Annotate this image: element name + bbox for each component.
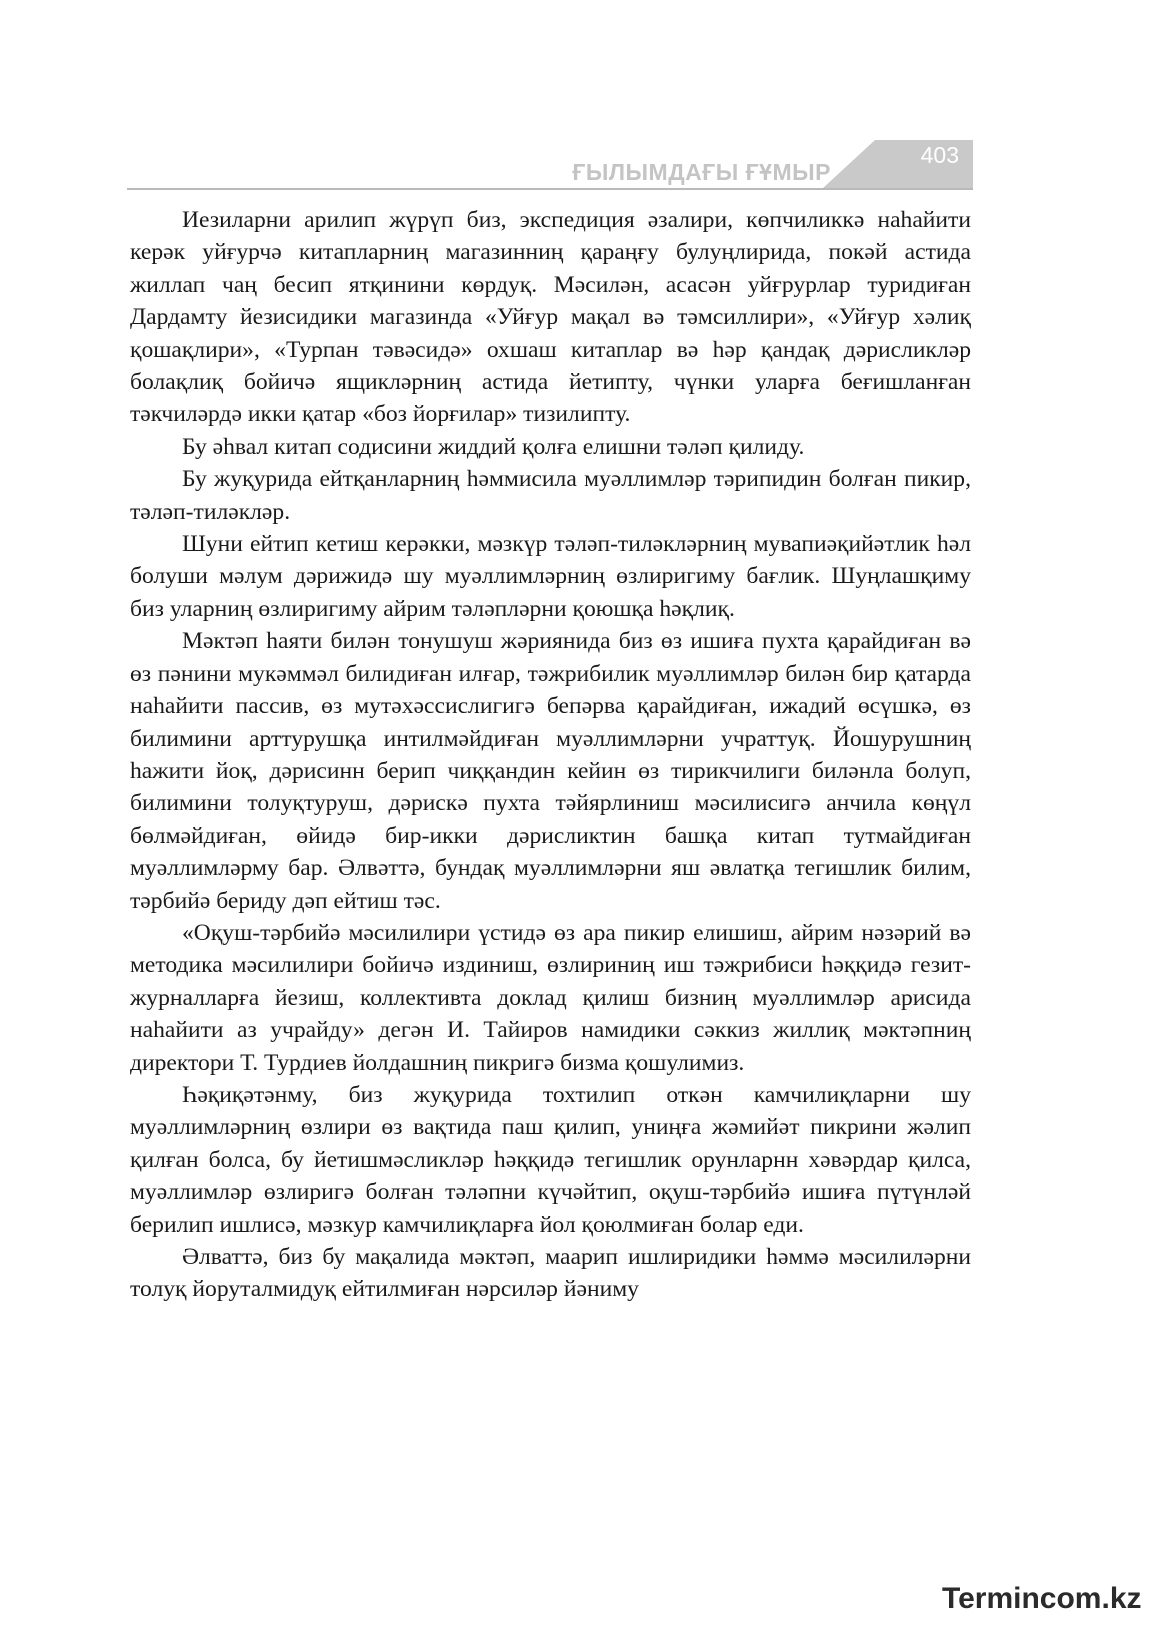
watermark-logo: Termincom.kz xyxy=(942,1582,1142,1615)
paragraph: Мәктәп һаяти билән тонушуш жәриянида биз өз ишиға пухта қарайдиған вә өз пәнини мукәммәл билидиған илғар, тәжрибилик муәллимләр билән бир қатарда наһайити пассив, өз мутәхәссислигигә бепәрва қарайдиған, ижадий өсүшкә, өз билимини арттурушқа интилмәйдиған муәллимләрни учраттуқ. Йошурушниң һажити йоқ, дәрисинн берип чиққандин кейин өз тирикчилиги биләнла болуп, билимини толуқтуруш, дәрискә пухта тәйярлиниш мәсилисигә анчила көңүл бөлмәйдиған, өйидә бир-икки дәрисликтин башқа китап тутмайдиған муәллимләрму бар. Әлвәттә, бундақ муәллимләрни яш әвлатқа тегишлик билим, тәрбийә бериду дәп ейтиш тәс. xyxy=(130,628,971,914)
header-rule xyxy=(127,188,973,190)
paragraph: Бу жуқурида ейтқанларниң һәммисила муәллимләр тәрипидин болған пикир, тәләп-тиләкләр. xyxy=(130,466,971,525)
paragraph: Шуни ейтип кетиш керәкки, мәзкүр тәләп-тиләкләрниң мувапиәқийәтлик һәл болуши мәлум дәрижидә шу муәллимләрниң өзлиригиму бағлик. Шуңлашқиму биз уларниң өзлиригиму айрим тәләпләрни қоюшқа һәқлиқ. xyxy=(130,531,971,622)
paragraph: Иезиларни арилип жүрүп биз, экспедиция әзалири, көпчиликкә наһайити керәк уйғурчә китапларниң магазинниң қараңғу булуңлирида, покәй астида жиллап чаң бесип ятқинини көрдуқ. Мәсилән, асасән уйғрурлар туридиған Дардамту йезисидики магазинда «Уйғур мақал вә тәмсиллири», «Уйғур хәлиқ қошақлири», «Турпан тәвәсидә» охшаш китаплар вә һәр қандақ дәрисликләр болақлиқ бойичә ящикләрниң астида йетипту, чүнки уларға беғишланған тәкчиләрдә икки қатар «боз йорғилар» тизилипту. xyxy=(130,207,971,428)
running-title: ҒЫЛЫМДАҒЫ ҒҰМЫР xyxy=(572,159,831,185)
article-body xyxy=(130,204,971,1306)
paragraph: Һәқиқәтәнму, биз жуқурида тохтилип откән камчилиқларни шу муәллимләрниң өзлири өз вақтида паш қилип, униңға жәмийәт пикрини жәлип қилған болса, бу йетишмәсликләр һәққидә тегишлик орунларнн хәвәрдар қилса, муәллимләр өзлиригә болған тәләпни күчәйтип, оқуш-тәрбийә ишиға пүтүнләй берилип ишлисә, мәзкур камчилиқларға йол қоюлмиған болар еди. xyxy=(130,1081,971,1238)
running-header xyxy=(127,138,973,190)
paragraph: Бу әһвал китап содисини жиддий қолға елишни тәләп қилиду. xyxy=(182,433,805,460)
paragraph: «Оқуш-тәрбийә мәсилилири үстидә өз ара пикир елишиш, айрим нәзәрий вә методика мәсилилири бойичә издиниш, өзлириниң иш тәжрибиси һәққидә гезит-журналларға йезиш, коллективта доклад қилиш бизниң муәллимләр арисида наһайити аз учрайду» дегән И. Тайиров намидики сәккиз жиллиқ мәктәпниң директори Т. Турдиев йолдашниң пикригә бизма қошулимиз. xyxy=(130,919,971,1076)
paragraph: Әлваттә, биз бу мақалида мәктәп, маарип ишлиридики һәммә мәсилиләрни толуқ йоруталмидуқ ейтилмиған нәрсиләр йәниму xyxy=(130,1244,971,1303)
page-number: 403 xyxy=(920,142,959,168)
